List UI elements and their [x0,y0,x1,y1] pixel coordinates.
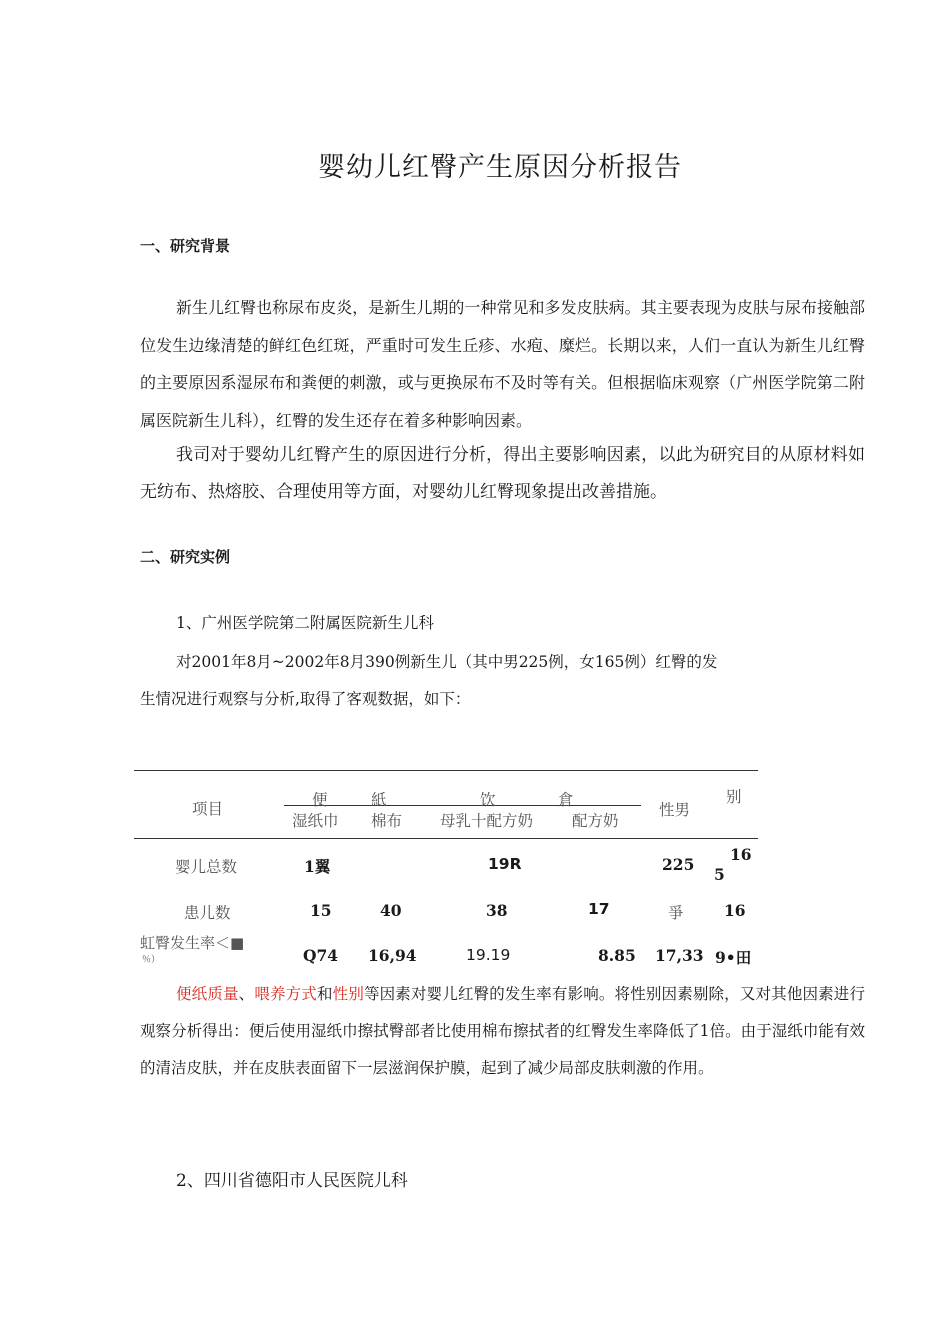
header-wet-wipes: 湿纸巾 [292,812,339,830]
row-rate-label: 虹臀发生率＜■ [140,934,245,952]
row-total-mixed: 19R [488,855,522,873]
header-group-char-1: 便 [312,791,328,809]
case1-title: 1、广州医学院第二附属医院新生儿科 [176,614,434,632]
row-affected-cotton: 40 [380,901,402,920]
row-rate-cotton: 16,94 [368,946,417,965]
row-rate-label-b: ％） [142,955,161,965]
separator-2: 和 [316,985,333,1003]
highlight-gender: 性别 [332,985,364,1003]
row-rate-mixed: 19.19 [466,946,511,964]
case2-title: 2、四川省德阳市人民医院儿科 [176,1171,408,1191]
header-group-char-2: 紙 [371,791,387,809]
row-affected-formula: 17 [588,900,610,918]
analysis-paragraph [140,976,865,1087]
header-formula: 配方奶 [572,812,619,830]
row-affected-mixed: 38 [486,901,508,920]
case1-text-line2: 生情况进行观察与分析,取得了客观数据，如下： [140,690,471,708]
header-mixed-feeding: 母乳十配方奶 [440,812,534,830]
background-paragraph-1: 新生儿红臀也称尿布皮炎，是新生儿期的一种常见和多发皮肤病。其主要表现为皮肤与尿布接触部位发生边缘清楚的鲜红色红斑，严重时可发生丘疹、水疱、糜烂。长期以来，人们一直认为新生儿红臀的主要原因系湿尿布和粪便的刺激，或与更换尿布不及时等有关。但根据临床观察（广州医学院第二附属医院新生儿科），红臀的发生还存在着多种影响因素。 [140,298,865,430]
highlight-paper-quality: 便纸质量 [176,985,239,1003]
row-total-male: 225 [662,855,695,874]
separator-1: 、 [238,985,255,1003]
row-affected-female: 16 [724,901,746,920]
document-title: 婴幼儿红臀产生原因分析报告 [318,152,682,183]
table-group-rule [284,805,641,806]
row-affected-male: 爭 [668,904,684,922]
table-top-rule [134,770,758,771]
header-gender: 性男 [659,801,691,819]
row-total-female-b: 5 [714,865,725,884]
header-cotton: 棉布 [371,812,403,830]
row-total-label: 婴儿总数 [175,858,238,876]
row-rate-female: 9•田 [715,948,752,967]
row-affected-wipes: 15 [310,901,332,920]
header-gender-b: 别 [726,788,742,806]
header-group-char-4: 倉 [558,791,574,809]
row-rate-wipes: Q74 [303,946,339,965]
section-heading-cases: 二、研究实例 [140,548,231,566]
header-item: 项目 [192,800,224,818]
table-header-rule [134,838,758,839]
header-group-char-3: 饮 [480,791,496,809]
analysis-text: 等因素对婴儿红臀的发生率有影响。将性别因素剔除，又对其他因素进行观察分析得出：便后使用湿纸巾擦拭臀部者比使用棉布擦拭者的红臀发生率降低了1倍。由于湿纸巾能有效的清洁皮肤，并在皮肤表面留下一层滋润保护膜，起到了减少局部皮肤刺激的作用。 [140,985,865,1077]
row-total-female-a: 16 [730,845,752,864]
highlight-feeding-method: 喂养方式 [254,985,317,1003]
row-total-wipes: 1翼 [304,857,331,876]
background-paragraph-2: 我司对于婴幼儿红臀产生的原因进行分析，得出主要影响因素，以此为研究目的从原材料如无纺布、热熔胶、合理使用等方面，对婴幼儿红臀现象提出改善措施。 [140,445,865,502]
case1-text-line1: 对2001年8月~2002年8月390例新生儿（其中男225例，女165例）红臀的发 [176,653,718,671]
section-heading-background: 一、研究背景 [140,237,231,255]
row-affected-label: 患儿数 [184,904,231,922]
row-rate-formula: 8.85 [598,946,636,965]
row-rate-male: 17,33 [655,946,704,965]
